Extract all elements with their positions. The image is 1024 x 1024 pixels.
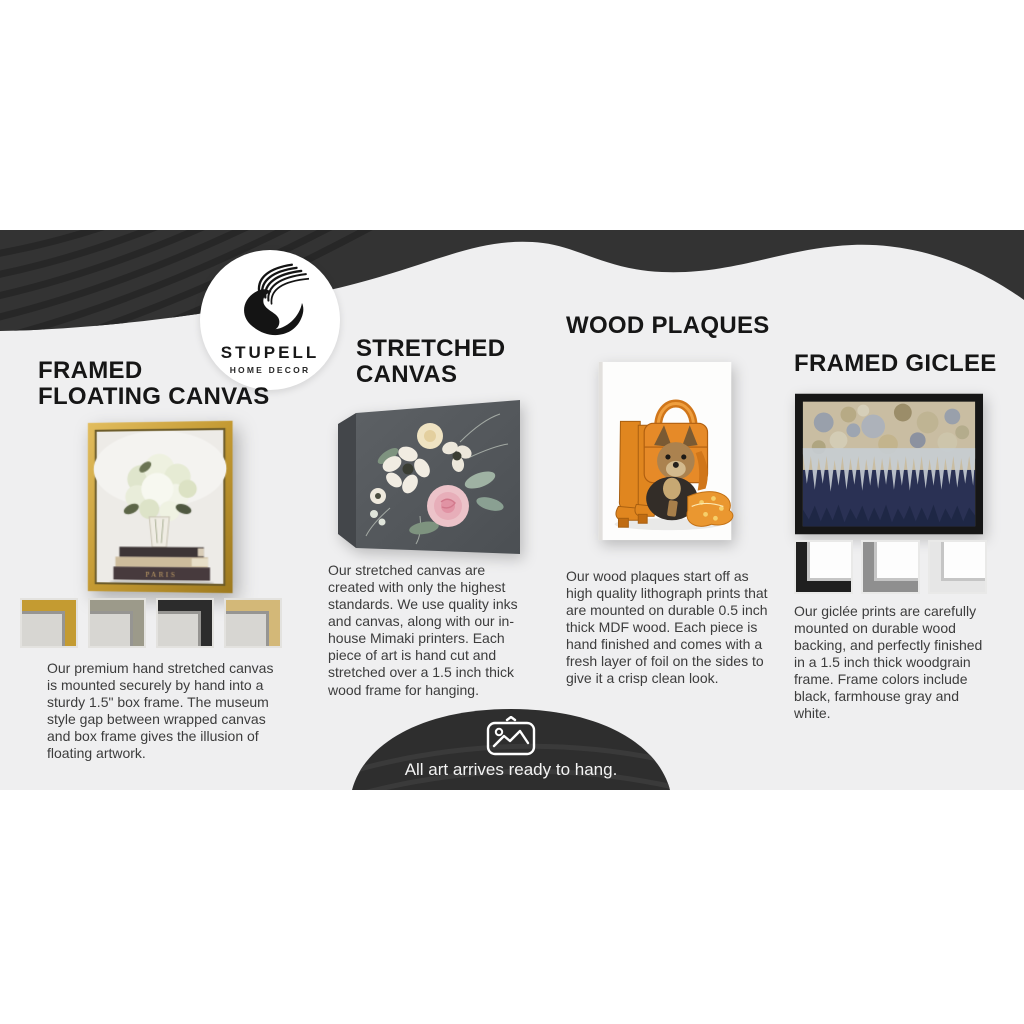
title-line: FLOATING CANVAS: [38, 383, 270, 411]
section-title-stretched-canvas: [356, 336, 556, 389]
brand-tagline: HOME DECOR: [229, 365, 311, 375]
floating-frame-color-swatches: [20, 598, 282, 648]
wood-plaques-description: Our wood plaques start off as high quality lithograph prints that are mounted on durable 0.5 inch thick MDF wood. Each piece is hand finished and comes with a fresh layer of foil on the sides to give it a crisp clean look.: [566, 568, 768, 687]
stretched-canvas-description: Our stretched canvas are created with only the highest standards. We use quality inks and canvas, along with our in-house Mimaki printers. Each piece of art is hand cut and stretched over a 1.5 inch thick wood frame for hanging.: [328, 562, 518, 698]
framed-picture-icon: [485, 716, 537, 758]
title-line: FRAMED: [38, 357, 143, 384]
swatch-white-frame: [928, 540, 987, 594]
giclee-frame-color-swatches: [794, 540, 987, 594]
footer-banner: [352, 704, 670, 790]
floating-canvas-description: Our premium hand stretched canvas is mounted securely by hand into a sturdy 1.5" box frame. The museum style gap between wrapped canvas and box frame gives the illusion of floating artwork.: [47, 660, 274, 762]
swatch-gold: [20, 598, 78, 648]
section-title-framed-giclee: [794, 351, 1014, 377]
swatch-black: [156, 598, 214, 648]
floating-canvas-product-image: [80, 415, 241, 603]
book-spine-text: PARIS: [145, 571, 178, 580]
footer-message: All art arrives ready to hang.: [404, 760, 618, 779]
title-line: STRETCHED: [356, 335, 506, 362]
title-line: FRAMED GICLEE: [794, 350, 997, 377]
book-stack-art: [109, 547, 214, 585]
swatch-farmhouse-gray-frame: [861, 540, 920, 594]
stretched-canvas-product-image: [330, 398, 522, 565]
section-title-wood-plaques: [566, 313, 786, 339]
framed-giclee-product-image: [794, 392, 984, 541]
framed-giclee-description: Our giclée prints are carefully mounted on durable wood backing, and perfectly finished in a 1.5 inch thick woodgrain frame. Frame colors include black, farmhouse gray and white.: [794, 603, 983, 722]
title-line: WOOD PLAQUES: [566, 312, 770, 339]
swatch-champagne: [224, 598, 282, 648]
swatch-black-frame: [794, 540, 853, 594]
title-line: CANVAS: [356, 361, 458, 389]
swatch-pewter: [88, 598, 146, 648]
brand-name: STUPELL: [220, 343, 320, 362]
section-title-framed-floating-canvas: [38, 358, 288, 411]
graphic-band: [0, 230, 1024, 790]
wood-plaque-product-image: [588, 358, 738, 551]
stupell-s-icon: [231, 260, 309, 342]
